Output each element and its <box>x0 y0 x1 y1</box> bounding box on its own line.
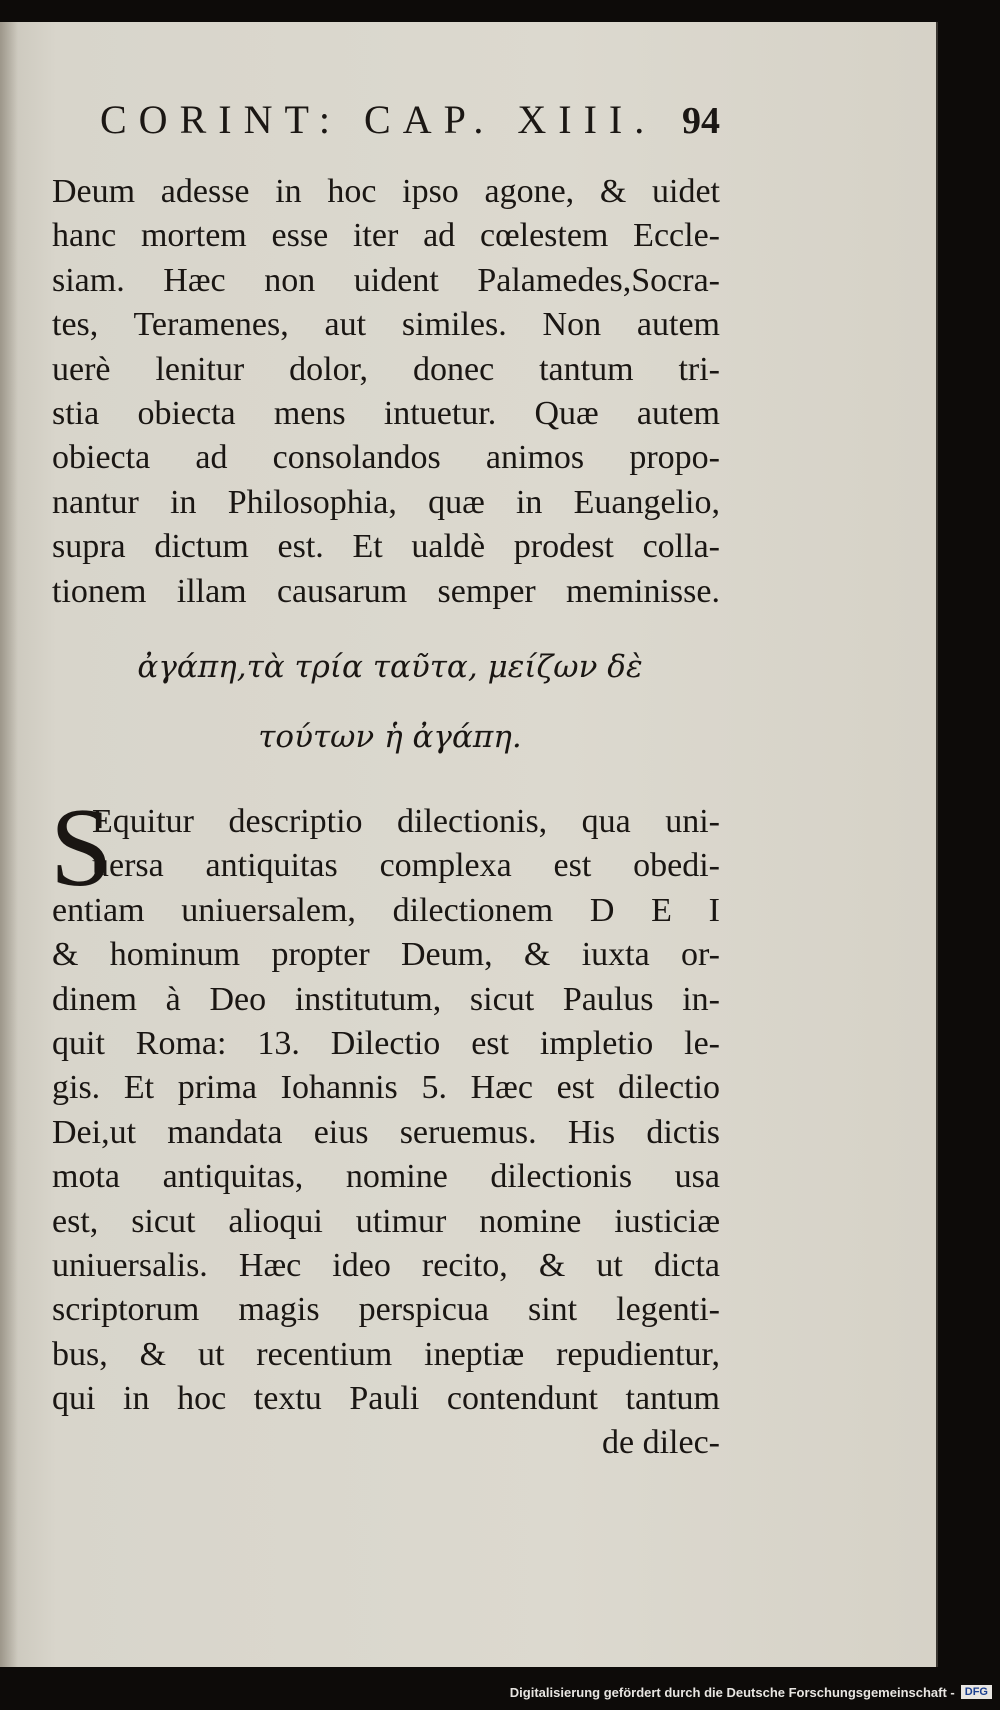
paragraph-2 <box>50 786 720 1466</box>
greek-line: τούτων ἡ ἀγάπη. <box>258 719 522 755</box>
page-number: 94 <box>682 100 720 142</box>
drop-cap-letter: S <box>50 786 113 910</box>
text-line: Dei,ut mandata eius seruemus. His dictis <box>52 1113 720 1151</box>
text-line: nantur in Philosophia, quæ in Euangelio, <box>52 483 720 521</box>
text-line: stia obiecta mens intuetur. Quæ autem <box>52 394 720 432</box>
text-line: quit Roma: 13. Dilectio est impletio le- <box>52 1024 720 1062</box>
greek-line: ἀγάπη,τὰ τρία ταῦτα, μείζων δὲ <box>137 649 643 685</box>
text-line: est, sicut alioqui utimur nomine iusticiæ <box>52 1202 720 1240</box>
text-line: Equitur descriptio dilectionis, qua uni- <box>92 803 720 840</box>
text-line: mota antiquitas, nomine dilectionis usa <box>52 1158 720 1196</box>
digitization-credit <box>510 1680 992 1704</box>
text-line: uerè lenitur dolor, donec tantum tri- <box>52 350 720 388</box>
text-line: entiam uniuersalem, dilectionem D E I <box>52 891 720 929</box>
text-line: obiecta ad consolandos animos propo- <box>52 439 720 477</box>
credit-text: Digitalisierung gefördert durch die Deutsche Forschungsgemeinschaft - <box>509 1684 955 1700</box>
text-line: scriptorum magis perspicua sint legenti- <box>52 1291 720 1329</box>
text-line: qui in hoc textu Pauli contendunt tantum <box>52 1380 720 1418</box>
paragraph-1 <box>52 170 720 614</box>
page-header <box>100 96 720 156</box>
greek-quotation <box>60 632 720 772</box>
text-line: tionem illam causarum semper meminisse. <box>52 572 720 610</box>
text-line: uniuersalis. Hæc ideo recito, & ut dicta <box>52 1246 720 1284</box>
running-head: CORINT: CAP. XIII. <box>100 97 657 142</box>
catchword: de dilec- <box>602 1424 720 1462</box>
text-line: Deum adesse in hoc ipso agone, & uidet <box>52 173 720 210</box>
text-line: supra dictum est. Et ualdè prodest colla- <box>52 528 720 566</box>
text-line: siam. Hæc non uident Palamedes,Socra- <box>52 261 720 299</box>
text-line: hanc mortem esse iter ad cœlestem Eccle- <box>52 217 720 255</box>
text-line: gis. Et prima Iohannis 5. Hæc est dilectio <box>52 1069 720 1107</box>
gutter-shadow <box>0 22 18 1667</box>
text-line: bus, & ut recentium ineptiæ repudientur, <box>52 1335 720 1373</box>
text-line: & hominum propter Deum, & iuxta or- <box>52 936 720 974</box>
dfg-logo: DFG <box>961 1685 992 1699</box>
text-line: dinem à Deo institutum, sicut Paulus in- <box>52 980 720 1018</box>
text-line: tes, Teramenes, aut similes. Non autem <box>52 306 720 344</box>
text-line: uersa antiquitas complexa est obedi- <box>92 847 720 885</box>
